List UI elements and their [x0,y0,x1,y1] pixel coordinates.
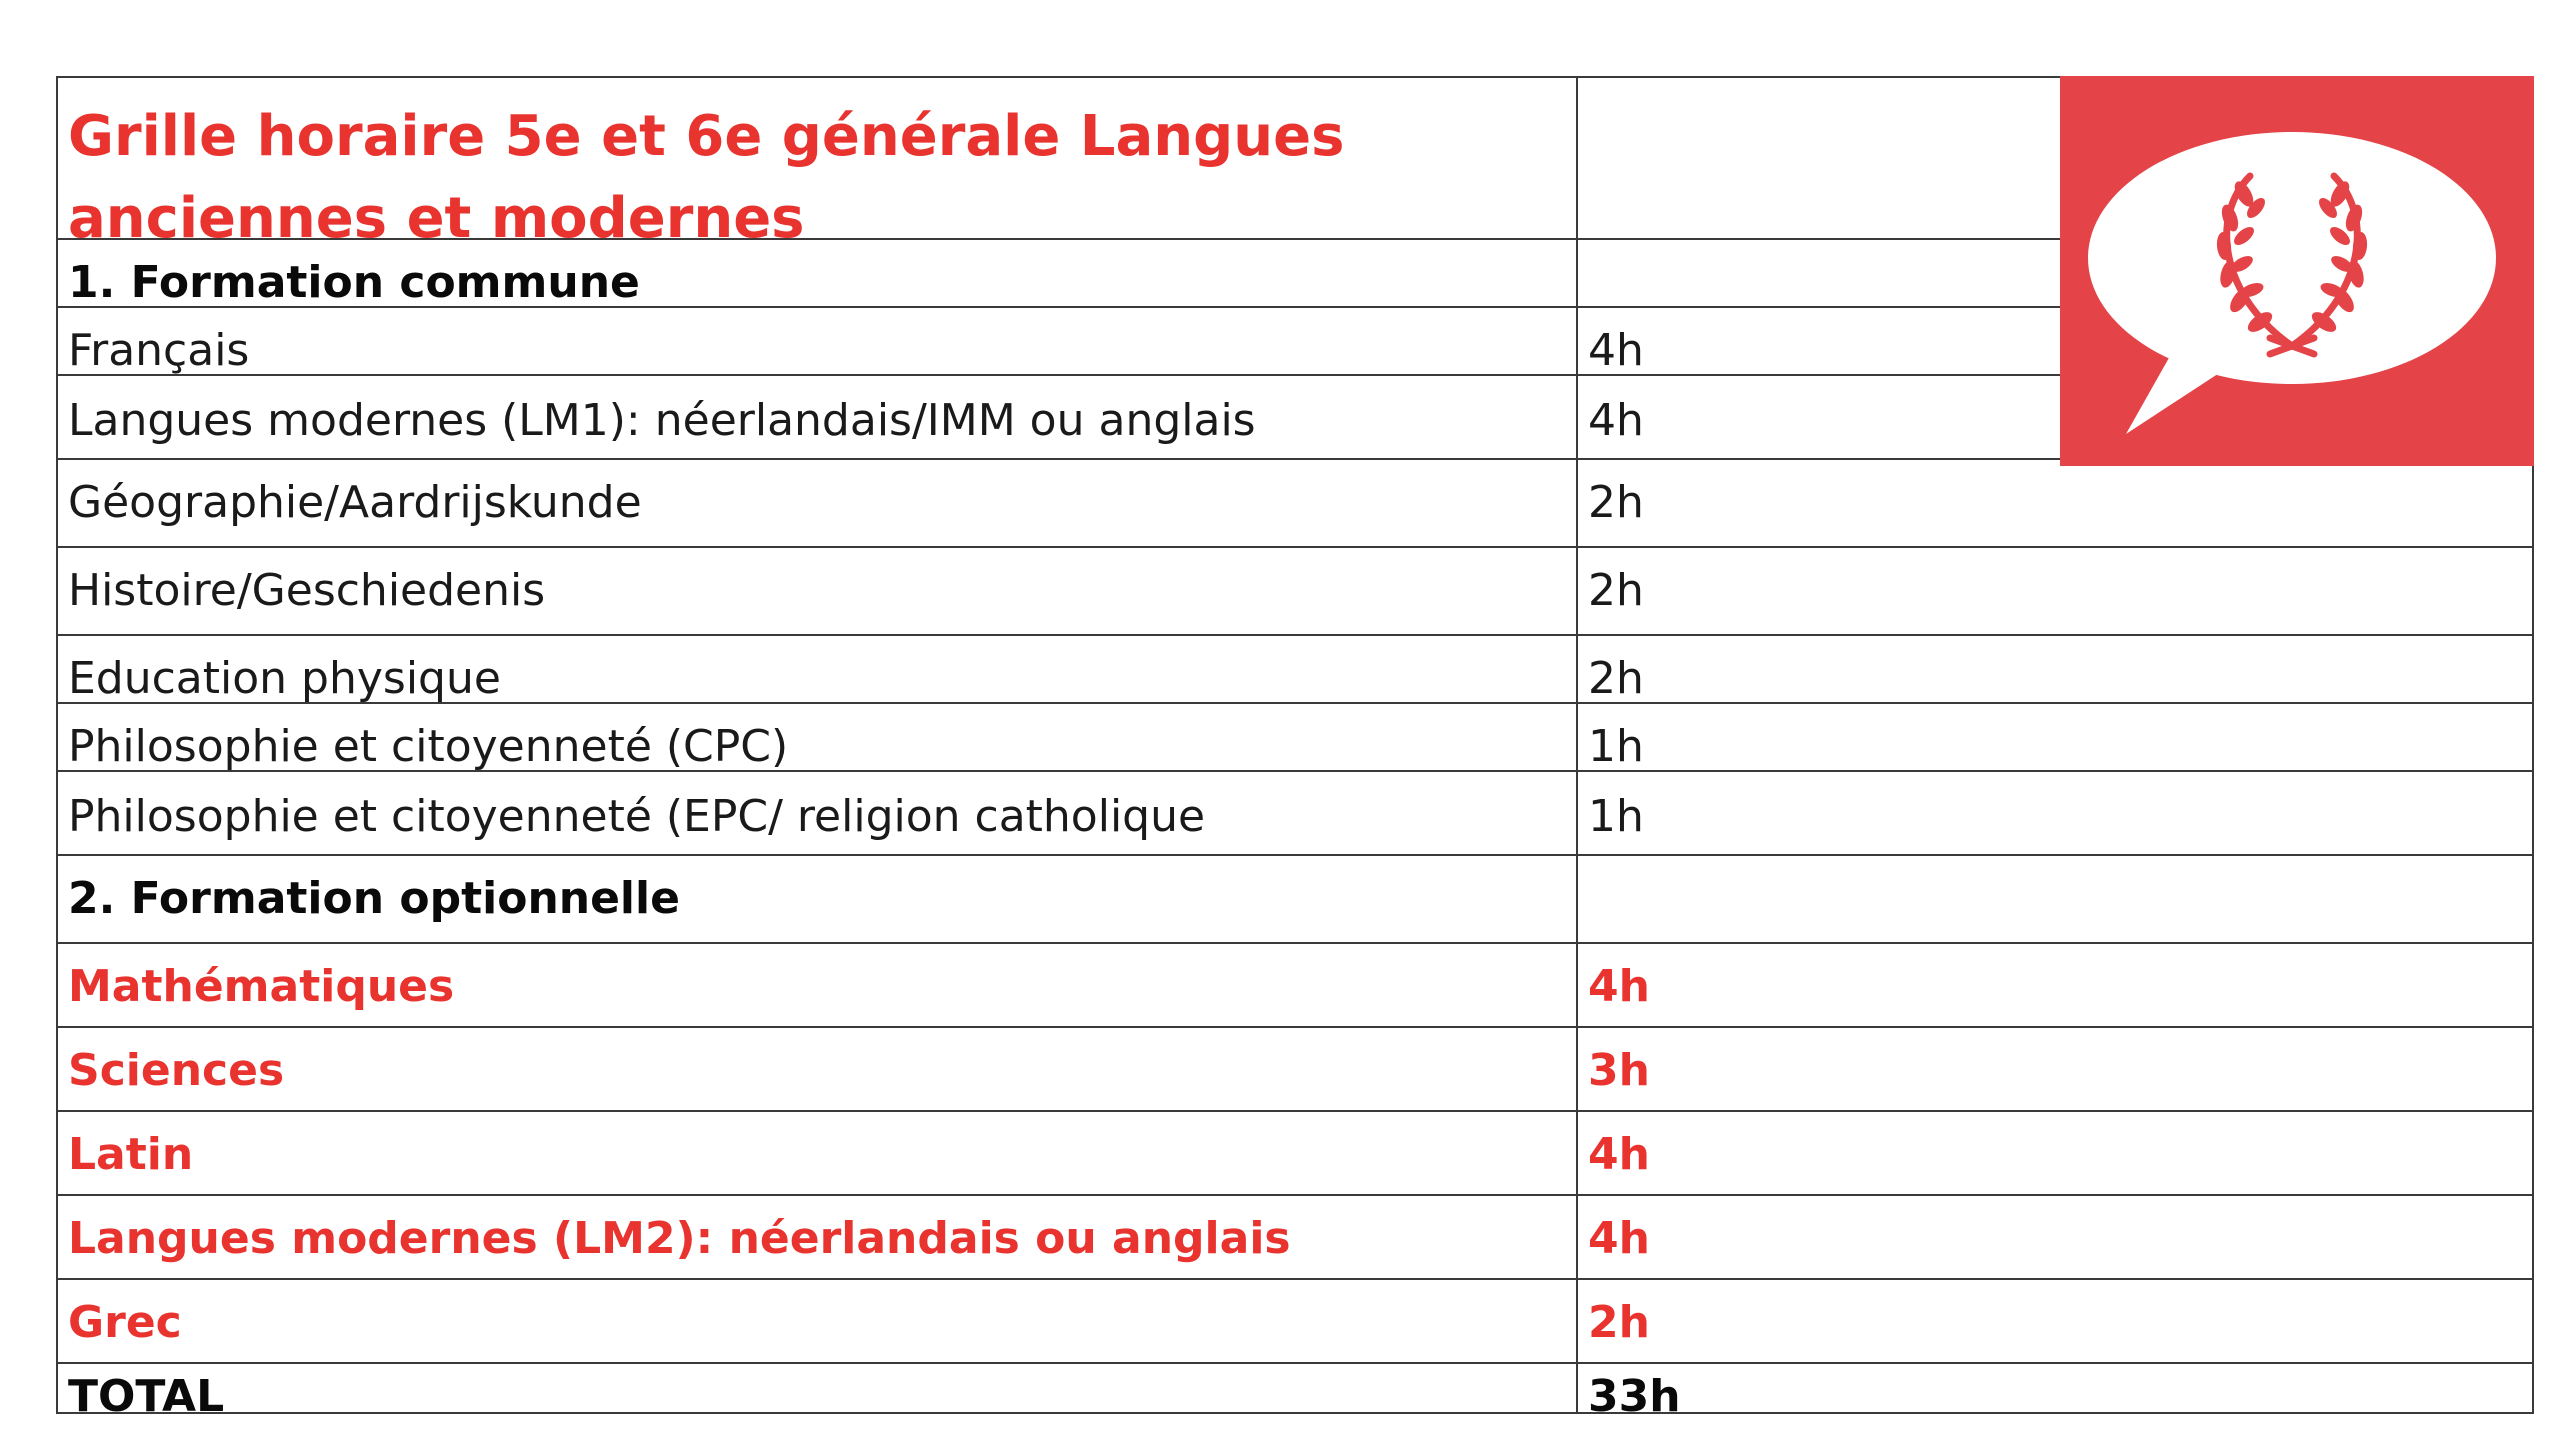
subject-label: Education physique [68,653,501,702]
table-row [58,634,2532,702]
laurel-wreath-speech-bubble-icon [2060,76,2534,466]
table-row [58,942,2532,1026]
section-heading-label: 1. Formation commune [68,257,640,306]
school-logo [2060,76,2534,466]
subject-cell [58,1280,1576,1362]
subject-cell [58,704,1576,770]
total-label-cell [58,1364,1576,1414]
subject-label: Langues modernes (LM1): néerlandais/IMM ou anglais [68,395,1256,447]
hours-cell [1576,944,2532,1026]
total-hours-value: 33h [1588,1371,1681,1414]
subject-cell [58,460,1576,546]
title-line-1: Grille horaire 5e et 6e générale Langues [68,104,1345,169]
section-heading-hours-cell [1576,856,2532,942]
hours-value: 4h [1588,1213,1650,1265]
subject-label: Latin [68,1129,194,1181]
subject-label: Mathématiques [68,961,455,1013]
table-row [58,1110,2532,1194]
hours-value: 2h [1588,653,1644,702]
subject-cell [58,308,1576,374]
table-row [58,770,2532,854]
hours-value: 1h [1588,791,1644,843]
hours-cell [1576,548,2532,634]
subject-label: Français [68,325,250,374]
table-row [58,546,2532,634]
hours-value: 2h [1588,1297,1650,1349]
hours-value: 1h [1588,721,1644,770]
subject-label: Histoire/Geschiedenis [68,565,546,617]
hours-cell [1576,1196,2532,1278]
table-row [58,1026,2532,1110]
subject-label: Philosophie et citoyenneté (EPC/ religion catholique [68,791,1206,843]
table-row [58,458,2532,546]
total-row [58,1362,2532,1414]
hours-value: 4h [1588,395,1644,447]
subject-cell [58,376,1576,458]
section-heading-label: 2. Formation optionnelle [68,873,680,925]
subject-label: Géographie/Aardrijskunde [68,477,642,529]
table-row [58,1194,2532,1278]
subject-cell [58,944,1576,1026]
hours-value: 4h [1588,1129,1650,1181]
subject-cell [58,772,1576,854]
table-row [58,702,2532,770]
hours-cell [1576,1280,2532,1362]
hours-value: 4h [1588,325,1644,374]
subject-label: Philosophie et citoyenneté (CPC) [68,721,789,770]
hours-cell [1576,704,2532,770]
section-heading-optional [58,854,2532,942]
subject-cell [58,636,1576,702]
page-title [68,96,1344,238]
hours-value: 2h [1588,565,1644,617]
table-row [58,1278,2532,1362]
hours-value: 2h [1588,477,1644,529]
subject-label: Langues modernes (LM2): néerlandais ou anglais [68,1213,1291,1265]
hours-cell [1576,460,2532,546]
hours-value: 4h [1588,961,1650,1013]
hours-cell [1576,772,2532,854]
subject-label: Grec [68,1297,182,1349]
subject-cell [58,1112,1576,1194]
section-heading-cell [58,240,1576,306]
hours-cell [1576,1028,2532,1110]
subject-cell [58,548,1576,634]
section-heading-cell [58,856,1576,942]
hours-value: 3h [1588,1045,1650,1097]
subject-cell [58,1028,1576,1110]
hours-cell [1576,1112,2532,1194]
total-label: TOTAL [68,1371,225,1414]
subject-label: Sciences [68,1045,285,1097]
total-hours-cell [1576,1364,2532,1414]
subject-cell [58,1196,1576,1278]
title-cell [58,78,1576,238]
title-line-2: anciennes et modernes [68,186,805,238]
hours-cell [1576,636,2532,702]
